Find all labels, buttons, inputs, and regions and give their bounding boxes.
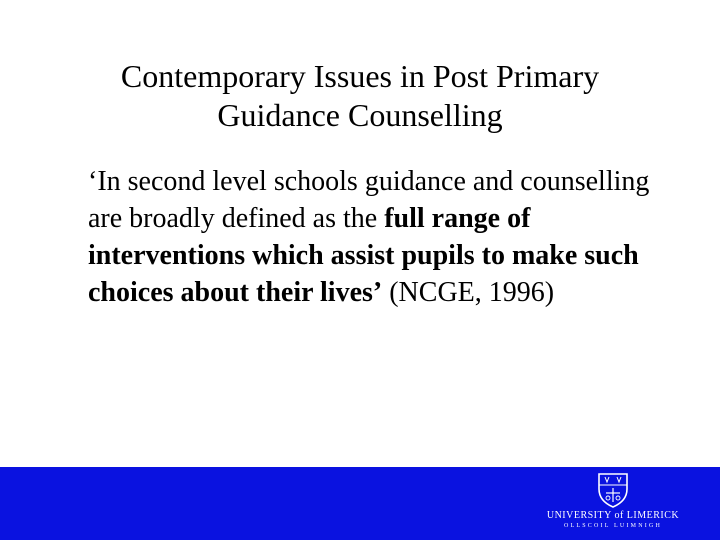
slide-title — [0, 57, 720, 135]
citation: (NCGE, 1996) — [382, 277, 555, 308]
title-line-2: Guidance Counselling — [217, 97, 503, 133]
footer-bar — [0, 467, 720, 540]
quote-bold-text: full range of interventions which assist pupils to make such choices about their lives’ — [88, 203, 639, 308]
quote-text: ‘In second level schools guidance and counselling are broadly defined as the — [88, 166, 650, 234]
university-logo — [528, 471, 698, 537]
university-irish-name: OLLSCOIL LUIMNIGH — [563, 523, 662, 529]
university-crest-icon — [596, 471, 630, 509]
university-name: UNIVERSITY of LIMERICK — [546, 510, 680, 521]
title-line-1: Contemporary Issues in Post Primary — [120, 58, 600, 94]
quote-paragraph — [88, 163, 688, 311]
